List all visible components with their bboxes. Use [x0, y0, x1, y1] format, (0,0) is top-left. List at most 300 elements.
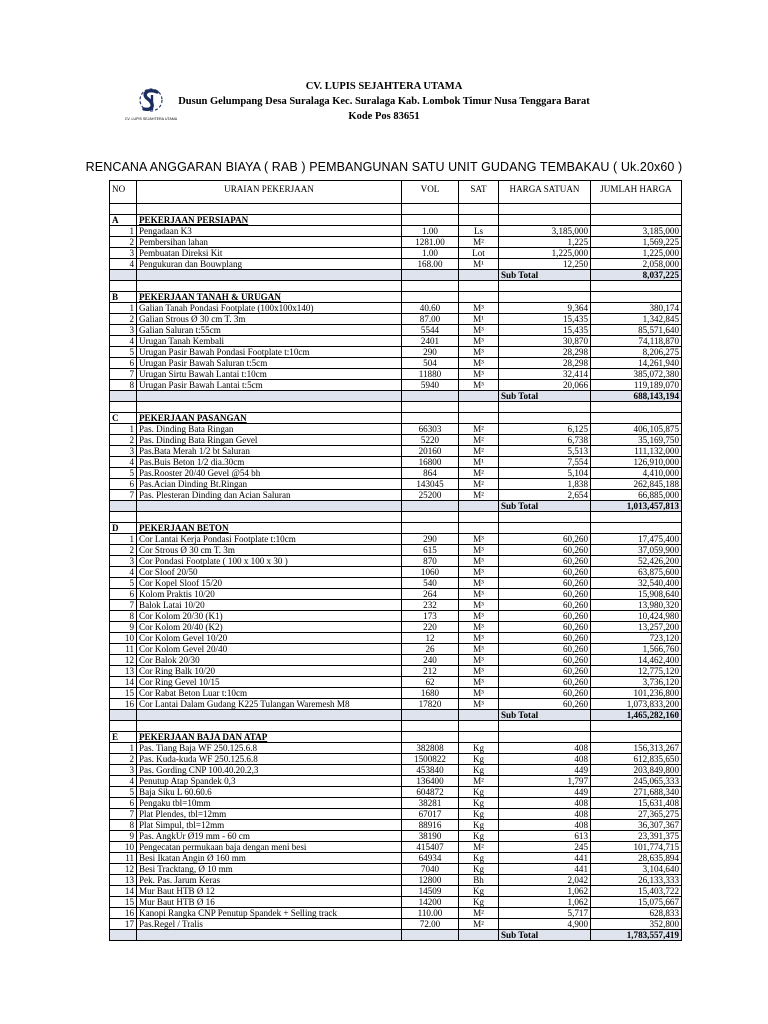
table-row [110, 336, 682, 347]
item-volume: 12800 [402, 875, 459, 886]
item-number: 6 [110, 589, 137, 600]
item-total-price: 14,462,400 [591, 655, 682, 666]
table-row [110, 820, 682, 831]
item-unit: M² [459, 919, 499, 930]
item-description: Pengecatan permukaan baja dengan meni besi [137, 842, 402, 853]
table-row [110, 776, 682, 787]
item-total-price: 3,736,120 [591, 677, 682, 688]
table-row [110, 589, 682, 600]
item-total-price: 37,059,900 [591, 545, 682, 556]
empty-cell [459, 215, 499, 226]
empty-cell [110, 391, 137, 402]
empty-cell [137, 512, 402, 523]
item-number: 1 [110, 226, 137, 237]
item-description: Pas. Gording CNP 100.40.20.2,3 [137, 765, 402, 776]
empty-cell [402, 930, 459, 941]
item-unit: Kg [459, 809, 499, 820]
item-number: 1 [110, 534, 137, 545]
item-unit: M³ [459, 600, 499, 611]
item-unit: M² [459, 424, 499, 435]
item-volume: 72.00 [402, 919, 459, 930]
item-unit: M² [459, 237, 499, 248]
item-description: Cor Sloof 20/50 [137, 567, 402, 578]
item-unit-price: 1,062 [499, 897, 591, 908]
item-description: Balok Latai 10/20 [137, 600, 402, 611]
table-row [110, 743, 682, 754]
item-unit: M³ [459, 578, 499, 589]
column-header-harga-satuan: HARGA SATUAN [499, 181, 591, 204]
item-unit-price: 60,260 [499, 600, 591, 611]
item-unit-price: 9,364 [499, 303, 591, 314]
item-description: Cor Balok 20/30 [137, 655, 402, 666]
item-volume: 504 [402, 358, 459, 369]
company-postcode: Kode Pos 83651 [348, 111, 420, 122]
column-header-uraian: URAIAN PEKERJAAN [137, 181, 402, 204]
table-body [110, 204, 682, 941]
item-volume: 1680 [402, 688, 459, 699]
item-description: Urugan Tanah Kembali [137, 336, 402, 347]
empty-cell [459, 512, 499, 523]
item-volume: 220 [402, 622, 459, 633]
item-number: 12 [110, 655, 137, 666]
item-total-price: 612,835,650 [591, 754, 682, 765]
item-unit: M³ [459, 347, 499, 358]
empty-cell [402, 710, 459, 721]
item-description: Kanopi Rangka CNP Penutup Spandek + Selling track [137, 908, 402, 919]
item-unit-price: 28,298 [499, 358, 591, 369]
empty-cell [110, 402, 137, 413]
section-title: PEKERJAAN PERSIAPAN [137, 215, 402, 226]
table-row [110, 556, 682, 567]
item-unit-price: 60,260 [499, 688, 591, 699]
item-unit-price: 441 [499, 864, 591, 875]
empty-cell [591, 512, 682, 523]
item-volume: 290 [402, 347, 459, 358]
item-number: 9 [110, 831, 137, 842]
table-row [110, 259, 682, 270]
item-description: Cor Lantai Dalam Gudang K225 Tulangan Waremesh M8 [137, 699, 402, 710]
item-unit: Kg [459, 820, 499, 831]
item-total-price: 66,885,000 [591, 490, 682, 501]
item-volume: 1281.00 [402, 237, 459, 248]
item-unit: M³ [459, 644, 499, 655]
item-number: 9 [110, 622, 137, 633]
item-unit-price: 4,900 [499, 919, 591, 930]
empty-cell [402, 391, 459, 402]
spacer-row [110, 204, 682, 215]
item-unit: M³ [459, 589, 499, 600]
empty-cell [137, 501, 402, 512]
item-total-price: 101,774,715 [591, 842, 682, 853]
table-row [110, 666, 682, 677]
item-total-price: 15,403,722 [591, 886, 682, 897]
item-unit: M² [459, 490, 499, 501]
item-number: 14 [110, 886, 137, 897]
item-unit: Kg [459, 743, 499, 754]
item-total-price: 36,307,367 [591, 820, 682, 831]
table-row [110, 699, 682, 710]
empty-cell [459, 281, 499, 292]
item-number: 16 [110, 908, 137, 919]
empty-cell [110, 930, 137, 941]
item-unit: Kg [459, 831, 499, 842]
table-row [110, 490, 682, 501]
item-total-price: 74,118,870 [591, 336, 682, 347]
item-total-price: 8,206,275 [591, 347, 682, 358]
item-volume: 864 [402, 468, 459, 479]
item-unit: M³ [459, 534, 499, 545]
item-volume: 14509 [402, 886, 459, 897]
item-total-price: 85,571,640 [591, 325, 682, 336]
item-volume: 11880 [402, 369, 459, 380]
spacer-row [110, 721, 682, 732]
item-unit-price: 6,738 [499, 435, 591, 446]
item-unit: Kg [459, 897, 499, 908]
item-unit-price: 5,104 [499, 468, 591, 479]
item-unit-price: 408 [499, 820, 591, 831]
table-row [110, 248, 682, 259]
empty-cell [137, 710, 402, 721]
section-title: PEKERJAAN PASANGAN [137, 413, 402, 424]
item-total-price: 15,631,408 [591, 798, 682, 809]
empty-cell [110, 501, 137, 512]
item-volume: 38281 [402, 798, 459, 809]
empty-cell [402, 402, 459, 413]
empty-cell [459, 402, 499, 413]
item-unit-price: 1,797 [499, 776, 591, 787]
item-volume: 40.60 [402, 303, 459, 314]
column-header-sat: SAT [459, 181, 499, 204]
item-unit-price: 60,260 [499, 666, 591, 677]
item-volume: 453840 [402, 765, 459, 776]
item-unit: M³ [459, 369, 499, 380]
subtotal-value: 1,013,457,813 [591, 501, 682, 512]
item-unit-price: 12,250 [499, 259, 591, 270]
item-number: 8 [110, 380, 137, 391]
empty-cell [110, 512, 137, 523]
item-description: Cor Rabat Beton Luar t:10cm [137, 688, 402, 699]
item-volume: 16800 [402, 457, 459, 468]
item-description: Cor Strous Ø 30 cm T. 3m [137, 545, 402, 556]
item-description: Pas. Tiang Baja WF 250.125.6.8 [137, 743, 402, 754]
company-address: Dusun Gelumpang Desa Suralaga Kec. Suralaga Kab. Lombok Timur Nusa Tenggara Barat [178, 96, 590, 107]
empty-cell [499, 292, 591, 303]
subtotal-label: Sub Total [499, 270, 591, 281]
spacer-row [110, 281, 682, 292]
item-number: 10 [110, 633, 137, 644]
company-name: CV. LUPIS SEJAHTERA UTAMA [305, 81, 463, 92]
item-number: 16 [110, 699, 137, 710]
section-code: A [110, 215, 137, 226]
item-unit-price: 60,260 [499, 545, 591, 556]
table-row [110, 809, 682, 820]
table-row [110, 633, 682, 644]
item-unit-price: 7,554 [499, 457, 591, 468]
empty-cell [591, 523, 682, 534]
item-unit-price: 1,838 [499, 479, 591, 490]
table-row [110, 446, 682, 457]
item-total-price: 1,225,000 [591, 248, 682, 259]
item-volume: 110.00 [402, 908, 459, 919]
item-number: 4 [110, 567, 137, 578]
item-description: Pas.Acian Dinding Bt.Ringan [137, 479, 402, 490]
empty-cell [459, 732, 499, 743]
item-unit-price: 60,260 [499, 622, 591, 633]
empty-cell [459, 523, 499, 534]
empty-cell [499, 402, 591, 413]
empty-cell [459, 710, 499, 721]
section-title: PEKERJAAN BAJA DAN ATAP [137, 732, 402, 743]
item-unit-price: 245 [499, 842, 591, 853]
item-unit: M¹ [459, 314, 499, 325]
item-description: Galian Strous Ø 30 cm T. 3m [137, 314, 402, 325]
item-total-price: 101,236,800 [591, 688, 682, 699]
table-row [110, 369, 682, 380]
table-row [110, 875, 682, 886]
item-description: Pas.Rooster 20/40 Gevel @54 bh [137, 468, 402, 479]
subtotal-value: 1,465,282,160 [591, 710, 682, 721]
item-number: 3 [110, 325, 137, 336]
empty-cell [459, 413, 499, 424]
item-number: 3 [110, 248, 137, 259]
item-unit: M³ [459, 545, 499, 556]
item-description: Plat Simpul, tbl=12mm [137, 820, 402, 831]
item-number: 4 [110, 457, 137, 468]
empty-cell [402, 215, 459, 226]
item-total-price: 27,365,275 [591, 809, 682, 820]
item-volume: 264 [402, 589, 459, 600]
empty-cell [137, 270, 402, 281]
item-volume: 38190 [402, 831, 459, 842]
table-header-row [110, 181, 682, 204]
item-total-price: 52,426,200 [591, 556, 682, 567]
section-code: E [110, 732, 137, 743]
item-unit-price: 60,260 [499, 655, 591, 666]
table-row [110, 534, 682, 545]
empty-cell [402, 204, 459, 215]
item-number: 14 [110, 677, 137, 688]
item-volume: 870 [402, 556, 459, 567]
empty-cell [499, 721, 591, 732]
item-number: 8 [110, 611, 137, 622]
subtotal-row [110, 270, 682, 281]
item-volume: 20160 [402, 446, 459, 457]
item-number: 15 [110, 688, 137, 699]
table-row [110, 853, 682, 864]
item-number: 6 [110, 358, 137, 369]
item-unit-price: 449 [499, 765, 591, 776]
item-unit: Bh [459, 875, 499, 886]
item-unit: M³ [459, 677, 499, 688]
item-description: Urugan Pasir Bawah Lantai t:5cm [137, 380, 402, 391]
item-unit: M² [459, 479, 499, 490]
rab-table [109, 180, 682, 941]
item-total-price: 17,475,400 [591, 534, 682, 545]
item-unit-price: 3,185,000 [499, 226, 591, 237]
item-volume: 66303 [402, 424, 459, 435]
item-volume: 173 [402, 611, 459, 622]
spacer-row [110, 402, 682, 413]
table-row [110, 919, 682, 930]
item-volume: 382808 [402, 743, 459, 754]
item-unit-price: 1,062 [499, 886, 591, 897]
item-volume: 2401 [402, 336, 459, 347]
table-row [110, 380, 682, 391]
table-row [110, 688, 682, 699]
item-unit: Kg [459, 864, 499, 875]
item-volume: 88916 [402, 820, 459, 831]
table-row [110, 644, 682, 655]
item-volume: 240 [402, 655, 459, 666]
item-number: 1 [110, 424, 137, 435]
table-row [110, 479, 682, 490]
empty-cell [402, 501, 459, 512]
item-unit: M² [459, 435, 499, 446]
item-number: 3 [110, 446, 137, 457]
item-unit: M¹ [459, 259, 499, 270]
item-total-price: 23,391,375 [591, 831, 682, 842]
empty-cell [591, 732, 682, 743]
item-unit-price: 60,260 [499, 699, 591, 710]
table-row [110, 842, 682, 853]
subtotal-value: 1,783,557,419 [591, 930, 682, 941]
table-row [110, 237, 682, 248]
item-total-price: 156,313,267 [591, 743, 682, 754]
item-number: 17 [110, 919, 137, 930]
empty-cell [402, 270, 459, 281]
empty-cell [459, 721, 499, 732]
item-description: Cor Kopel Sloof 15/20 [137, 578, 402, 589]
item-description: Mur Baut HTB Ø 16 [137, 897, 402, 908]
item-total-price: 126,910,000 [591, 457, 682, 468]
table-row [110, 314, 682, 325]
item-total-price: 203,849,800 [591, 765, 682, 776]
item-unit-price: 60,260 [499, 556, 591, 567]
item-description: Besi Ikatan Angin Ø 160 mm [137, 853, 402, 864]
item-description: Urugan Pasir Bawah Pondasi Footplate t:10cm [137, 347, 402, 358]
item-total-price: 262,845,188 [591, 479, 682, 490]
empty-cell [402, 732, 459, 743]
table-row [110, 831, 682, 842]
subtotal-label: Sub Total [499, 930, 591, 941]
table-row [110, 457, 682, 468]
empty-cell [402, 512, 459, 523]
table-row [110, 765, 682, 776]
item-number: 3 [110, 765, 137, 776]
table-row [110, 545, 682, 556]
item-total-price: 32,540,400 [591, 578, 682, 589]
item-number: 2 [110, 237, 137, 248]
empty-cell [459, 292, 499, 303]
item-description: Mur Baut HTB Ø 12 [137, 886, 402, 897]
item-total-price: 380,174 [591, 303, 682, 314]
item-number: 7 [110, 600, 137, 611]
item-total-price: 12,775,120 [591, 666, 682, 677]
empty-cell [499, 281, 591, 292]
item-volume: 5544 [402, 325, 459, 336]
item-unit: M³ [459, 303, 499, 314]
item-unit-price: 2,654 [499, 490, 591, 501]
item-number: 15 [110, 897, 137, 908]
item-description: Pas. Kuda-kuda WF 250.125.6.8 [137, 754, 402, 765]
item-volume: 290 [402, 534, 459, 545]
item-unit-price: 5,513 [499, 446, 591, 457]
table-row [110, 567, 682, 578]
empty-cell [591, 402, 682, 413]
item-volume: 64934 [402, 853, 459, 864]
item-unit-price: 1,225 [499, 237, 591, 248]
item-unit: M³ [459, 325, 499, 336]
item-total-price: 13,980,320 [591, 600, 682, 611]
item-unit-price: 613 [499, 831, 591, 842]
item-description: Galian Saluran t:55cm [137, 325, 402, 336]
item-unit-price: 408 [499, 754, 591, 765]
item-number: 4 [110, 336, 137, 347]
item-volume: 136400 [402, 776, 459, 787]
item-number: 1 [110, 303, 137, 314]
empty-cell [402, 281, 459, 292]
item-volume: 615 [402, 545, 459, 556]
column-header-no: NO [110, 181, 137, 204]
item-total-price: 271,688,340 [591, 787, 682, 798]
item-unit-price: 6,125 [499, 424, 591, 435]
item-unit-price: 408 [499, 798, 591, 809]
item-description: Pas. AngkUr Ø19 mm - 60 cm [137, 831, 402, 842]
empty-cell [137, 721, 402, 732]
table-row [110, 578, 682, 589]
item-unit: Kg [459, 787, 499, 798]
subtotal-row [110, 710, 682, 721]
item-number: 12 [110, 864, 137, 875]
empty-cell [402, 413, 459, 424]
item-unit-price: 60,260 [499, 677, 591, 688]
empty-cell [499, 732, 591, 743]
item-unit-price: 60,260 [499, 644, 591, 655]
item-total-price: 14,261,940 [591, 358, 682, 369]
table-row [110, 600, 682, 611]
item-number: 5 [110, 787, 137, 798]
item-number: 11 [110, 853, 137, 864]
section-header-row [110, 732, 682, 743]
item-number: 7 [110, 490, 137, 501]
item-description: Pengaku tbl=10mm [137, 798, 402, 809]
item-volume: 25200 [402, 490, 459, 501]
item-description: Plat Plendes, tbl=12mm [137, 809, 402, 820]
item-volume: 415407 [402, 842, 459, 853]
section-header-row [110, 523, 682, 534]
item-description: Besi Tracktang, Ø 10 mm [137, 864, 402, 875]
item-unit-price: 60,260 [499, 589, 591, 600]
table-row [110, 677, 682, 688]
item-number: 6 [110, 479, 137, 490]
column-header-jumlah-harga: JUMLAH HARGA [591, 181, 682, 204]
item-unit-price: 32,414 [499, 369, 591, 380]
item-unit: Kg [459, 765, 499, 776]
item-unit: Kg [459, 754, 499, 765]
item-volume: 5220 [402, 435, 459, 446]
item-number: 2 [110, 435, 137, 446]
item-number: 4 [110, 776, 137, 787]
section-code: D [110, 523, 137, 534]
item-number: 7 [110, 809, 137, 820]
item-total-price: 4,410,000 [591, 468, 682, 479]
item-unit: M³ [459, 611, 499, 622]
empty-cell [499, 204, 591, 215]
item-description: Pas.Bata Merah 1/2 bt Saluran [137, 446, 402, 457]
item-number: 13 [110, 875, 137, 886]
item-number: 7 [110, 369, 137, 380]
table-row [110, 226, 682, 237]
